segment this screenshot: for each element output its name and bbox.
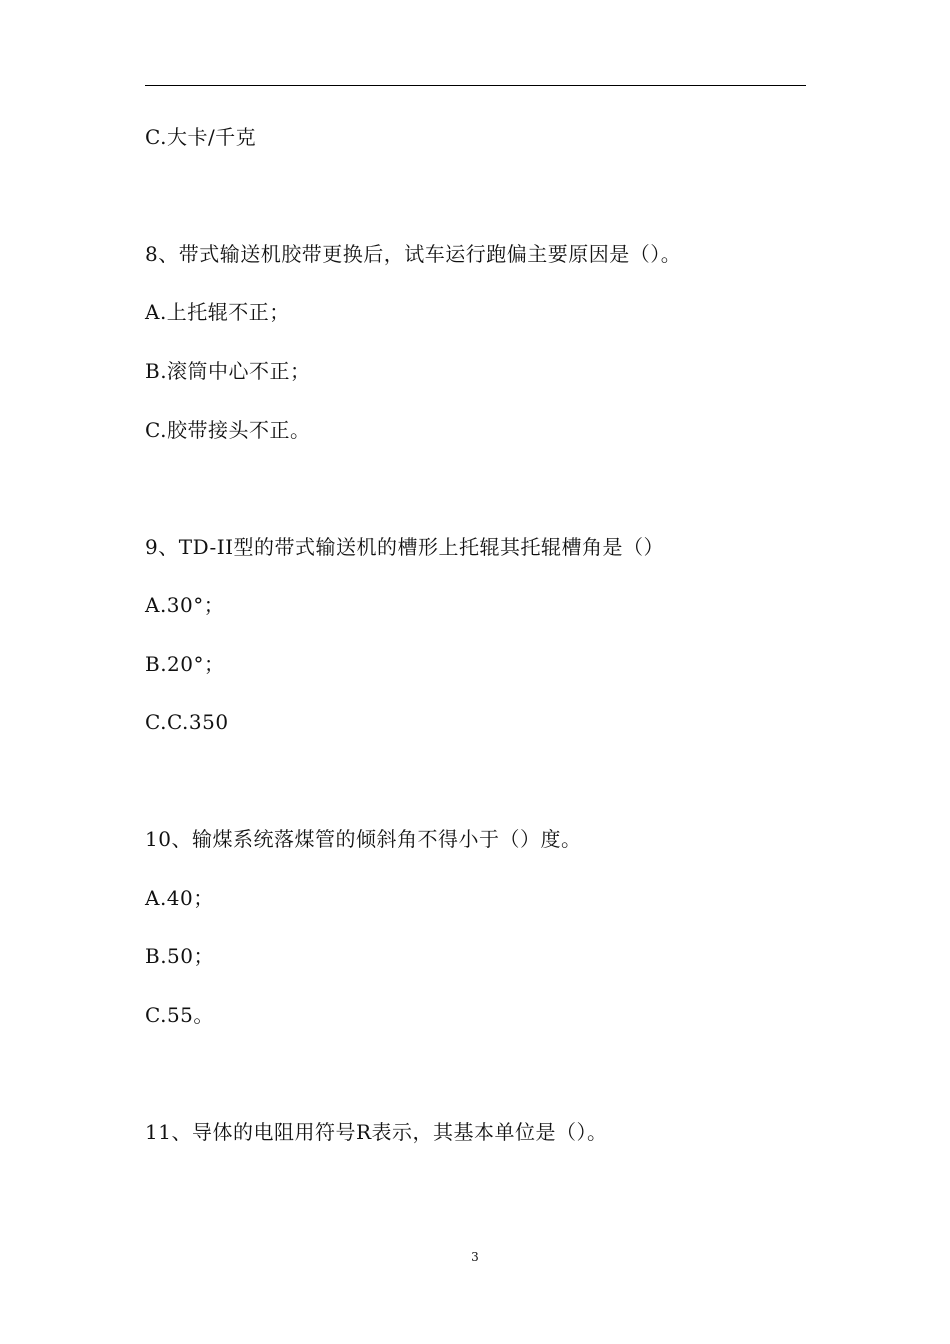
question-11: 11、导体的电阻用符号R表示，其基本单位是（）。 bbox=[145, 1120, 608, 1144]
option-b-q8: B.滚筒中心不正； bbox=[145, 359, 311, 383]
option-a-q9: A.30°； bbox=[145, 593, 225, 617]
option-b-q10: B.50； bbox=[145, 944, 215, 968]
option-c-q10: C.55。 bbox=[145, 1003, 214, 1027]
header-rule bbox=[145, 85, 806, 86]
option-a-q8: A.上托辊不正； bbox=[145, 300, 290, 324]
question-10: 10、输煤系统落煤管的倾斜角不得小于（）度。 bbox=[145, 827, 582, 851]
option-c-q9: C.C.350 bbox=[145, 710, 229, 734]
question-9: 9、TD-II型的带式输送机的槽形上托辊其托辊槽角是（） bbox=[145, 535, 665, 559]
option-c-q8: C.胶带接头不正。 bbox=[145, 418, 311, 442]
option-a-q10: A.40； bbox=[145, 886, 214, 910]
option-b-q9: B.20°； bbox=[145, 652, 225, 676]
question-8: 8、带式输送机胶带更换后，试车运行跑偏主要原因是（）。 bbox=[145, 242, 682, 266]
option-c-q7: C.大卡/千克 bbox=[145, 125, 257, 149]
page-number: 3 bbox=[471, 1250, 479, 1264]
